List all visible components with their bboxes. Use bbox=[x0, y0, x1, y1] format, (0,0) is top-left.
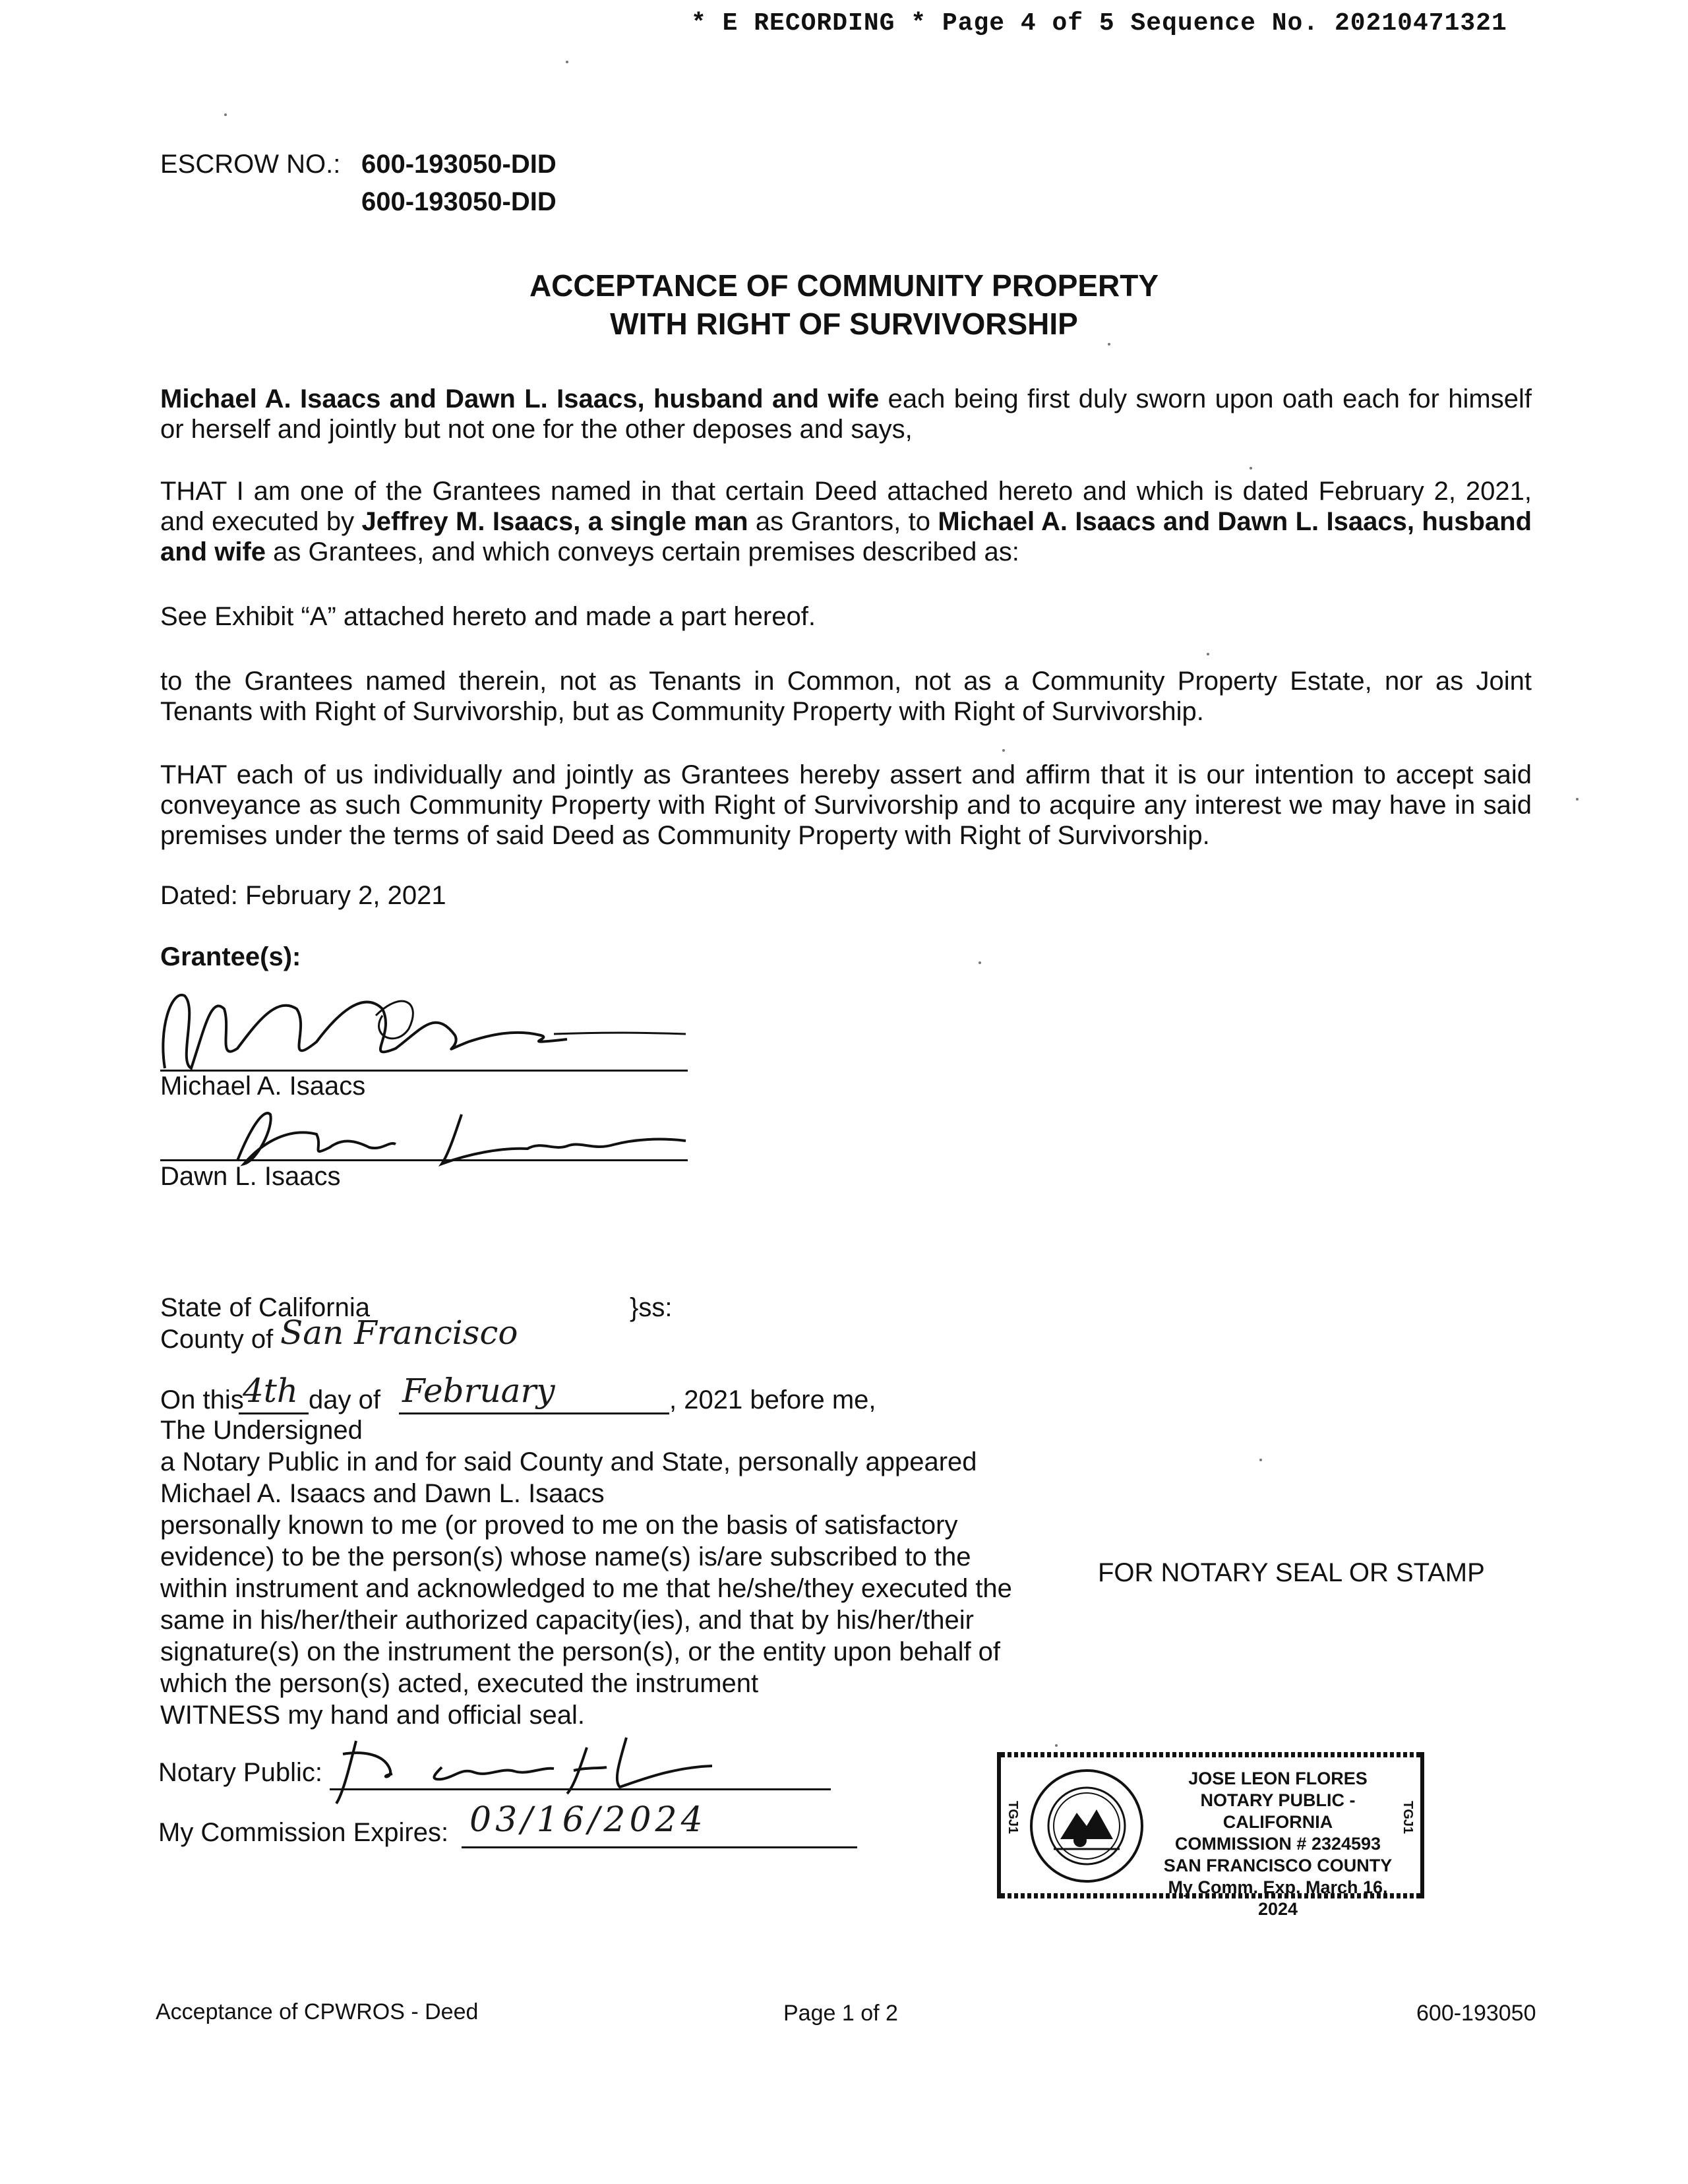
notary-signature bbox=[330, 1728, 738, 1807]
ack-day-underline bbox=[239, 1412, 309, 1414]
document-title-line-1: ACCEPTANCE OF COMMUNITY PROPERTY bbox=[529, 268, 1159, 303]
venue-county-label: County of bbox=[160, 1325, 274, 1354]
ack-line-6: within instrument and acknowledged to me that he/she/they executed the bbox=[160, 1574, 1012, 1603]
scan-speck bbox=[1055, 1744, 1058, 1747]
stamp-border-top bbox=[1001, 1752, 1420, 1757]
scan-speck bbox=[566, 61, 568, 63]
scan-speck bbox=[1259, 1459, 1262, 1461]
footer-left: Acceptance of CPWROS - Deed bbox=[156, 1999, 479, 2024]
ack-month-handwritten: February bbox=[402, 1372, 555, 1410]
ack-line-8: signature(s) on the instrument the person(s), or the entity upon behalf of bbox=[160, 1637, 1001, 1666]
recording-header: * E RECORDING * Page 4 of 5 Sequence No. 20210471321 bbox=[691, 9, 1507, 38]
ack-day-handwritten: 4th bbox=[243, 1372, 299, 1410]
paragraph-tenancy: to the Grantees named therein, not as Tenants in Common, not as a Community Property Estate, nor as Joint Tenants with Right of Survivorship, but as Community Property with Right of Survivorship. bbox=[160, 667, 1532, 726]
commission-label: My Commission Expires: bbox=[158, 1818, 449, 1847]
grantees-heading: Grantee(s): bbox=[160, 942, 301, 971]
stamp-side-code-right: TGJ1 bbox=[1401, 1801, 1415, 1835]
dated-line: Dated: February 2, 2021 bbox=[160, 881, 446, 910]
stamp-side-code-left: TGJ1 bbox=[1006, 1801, 1020, 1835]
ack-line-1: The Undersigned bbox=[160, 1416, 363, 1445]
grantees-text-3: as Grantees, and which conveys certain premises described as: bbox=[266, 537, 1019, 566]
ack-line-5: evidence) to be the person(s) whose name(s) is/are subscribed to the bbox=[160, 1542, 971, 1571]
grantees-text-2: as Grantors, to bbox=[748, 507, 938, 536]
venue-county-handwritten: San Francisco bbox=[280, 1314, 518, 1352]
stamp-line-4: SAN FRANCISCO COUNTY bbox=[1163, 1856, 1393, 1875]
scan-speck bbox=[979, 961, 981, 964]
paragraph-exhibit: See Exhibit “A” attached hereto and made a part hereof. bbox=[160, 602, 816, 631]
ack-line-3: Michael A. Isaacs and Dawn L. Isaacs bbox=[160, 1479, 605, 1508]
stamp-line-1: JOSE LEON FLORES bbox=[1188, 1769, 1368, 1788]
stamp-line-5: My Comm. Exp. March 16, 2024 bbox=[1168, 1877, 1388, 1919]
ack-day-of: day of bbox=[309, 1385, 380, 1414]
ack-on-this: On this bbox=[160, 1385, 244, 1414]
scan-speck bbox=[224, 113, 227, 116]
notary-label: Notary Public: bbox=[158, 1758, 322, 1787]
affiant-text: each being first duly sworn upon oath each for himself or herself and jointly but not one for the other deposes and says, bbox=[160, 384, 1532, 444]
scan-speck bbox=[1250, 467, 1252, 470]
ack-line-9: which the person(s) acted, executed the instrument bbox=[160, 1669, 759, 1698]
california-seal-icon bbox=[1027, 1767, 1146, 1885]
document-title-line-2: WITH RIGHT OF SURVIVORSHIP bbox=[610, 307, 1078, 341]
notary-signature-line bbox=[330, 1788, 831, 1790]
notary-stamp bbox=[997, 1752, 1424, 1919]
paragraph-affiants bbox=[160, 384, 1532, 444]
grantee-names: Michael A. Isaacs and Dawn L. Isaacs, husband and wife bbox=[160, 507, 1532, 566]
scan-speck bbox=[1576, 798, 1579, 801]
ack-line-7: same in his/her/their authorized capacity(ies), and that by his/her/their bbox=[160, 1606, 974, 1635]
ack-line-10: WITNESS my hand and official seal. bbox=[160, 1701, 585, 1730]
signer-1-name: Michael A. Isaacs bbox=[160, 1072, 366, 1101]
escrow-number-2: 600-193050-DID bbox=[361, 187, 557, 216]
grantor-name: Jeffrey M. Isaacs, a single man bbox=[361, 507, 748, 536]
ack-month-underline bbox=[399, 1412, 669, 1414]
escrow-label: ESCROW NO.: bbox=[160, 150, 341, 179]
ack-line-2: a Notary Public in and for said County and State, personally appeared bbox=[160, 1447, 977, 1476]
stamp-line-2: NOTARY PUBLIC - CALIFORNIA bbox=[1200, 1790, 1356, 1832]
paragraph-grantees bbox=[160, 476, 1532, 567]
commission-date-handwritten: 03/16/2024 bbox=[469, 1800, 707, 1840]
scan-speck bbox=[1108, 343, 1110, 346]
commission-line bbox=[462, 1846, 857, 1848]
scan-speck bbox=[1002, 749, 1005, 752]
signer-2-name: Dawn L. Isaacs bbox=[160, 1162, 341, 1191]
footer-right: 600-193050 bbox=[1416, 2001, 1536, 2026]
affiant-names: Michael A. Isaacs and Dawn L. Isaacs, husband and wife bbox=[160, 384, 880, 413]
scan-speck bbox=[1207, 653, 1209, 655]
ack-year: , 2021 before me, bbox=[669, 1385, 876, 1414]
grantees-text-1: THAT I am one of the Grantees named in that certain Deed attached hereto and which is dated February 2, 2021, and executed by bbox=[160, 477, 1532, 536]
footer-center: Page 1 of 2 bbox=[783, 2001, 898, 2026]
paragraph-intention: THAT each of us individually and jointly as Grantees hereby assert and affirm that it is our intention to accept said conveyance as such Community Property with Right of Survivorship and to acquire any interest we may have in said premises under the terms of said Deed as Community Property with Right of Survivorship. bbox=[160, 760, 1532, 850]
escrow-number-1: 600-193050-DID bbox=[361, 150, 557, 179]
seal-label: FOR NOTARY SEAL OR STAMP bbox=[1098, 1558, 1485, 1587]
stamp-line-3: COMMISSION # 2324593 bbox=[1174, 1834, 1381, 1854]
venue-ss: }ss: bbox=[630, 1293, 673, 1322]
venue-state: State of California bbox=[160, 1293, 370, 1322]
ack-line-4: personally known to me (or proved to me on the basis of satisfactory bbox=[160, 1511, 958, 1540]
